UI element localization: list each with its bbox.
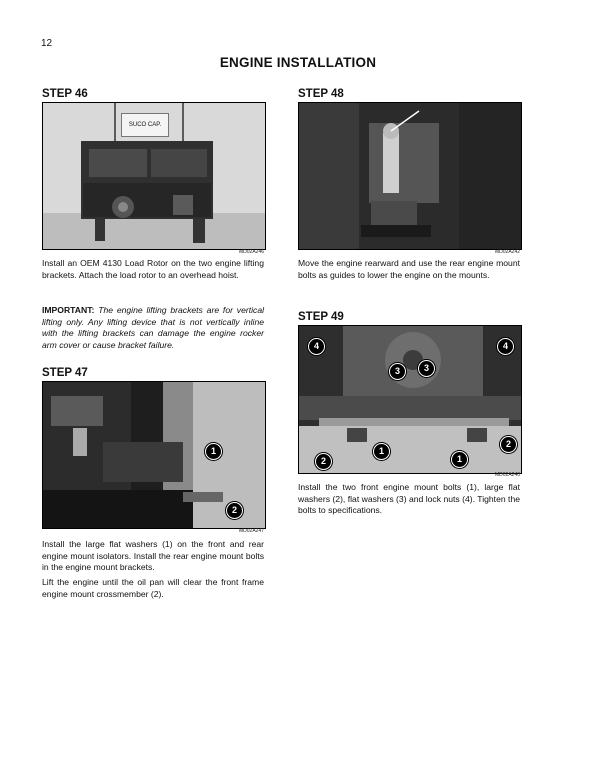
callout-4-right: 4 — [497, 338, 514, 355]
callout-4-left: 4 — [308, 338, 325, 355]
step-46-heading: STEP 46 — [42, 88, 88, 100]
page-number: 12 — [41, 38, 53, 49]
important-text: The engine lifting brackets are for vertical lifting only. Any lifting device that is not vertically inline with the lifting brackets can damage the engine rocker arm cover or cause bracket failure. — [42, 305, 265, 350]
callout-1-right: 1 — [451, 451, 468, 468]
step-49-heading: STEP 49 — [298, 311, 344, 323]
callout-2: 2 — [226, 502, 243, 519]
step-48-heading: STEP 48 — [298, 88, 344, 100]
step-47-image-code: MD02A247 — [238, 528, 264, 534]
page-title: ENGINE INSTALLATION — [219, 55, 377, 70]
step-47-text-1: Install the large flat washers (1) on the front and rear engine mount isolators. Install the rear engine mount bolts in the engine mount brackets. — [42, 539, 264, 573]
step-47-heading: STEP 47 — [42, 367, 88, 379]
step-48-text: Move the engine rearward and use the rear engine mount bolts as guides to lower the engine on the mounts. — [298, 258, 520, 280]
step-46-important — [42, 305, 264, 351]
step-49-text: Install the two front engine mount bolts (1), large flat washers (2), flat washers (3) and lock nuts (4). Tighten the bolts to specifications. — [298, 482, 520, 516]
step-47-photo — [42, 381, 266, 529]
callout-2-left: 2 — [315, 453, 332, 470]
callout-1: 1 — [205, 443, 222, 460]
step-46-image-code: MD02A246 — [238, 249, 264, 255]
step-46-photo — [42, 102, 266, 250]
callout-1-left: 1 — [373, 443, 390, 460]
callout-3-left: 3 — [389, 363, 406, 380]
callout-2-right: 2 — [500, 436, 517, 453]
load-rotor-sign: SUCO CAP. — [121, 113, 169, 137]
step-48-image-code: MD02A242 — [494, 249, 520, 255]
step-48-photo — [298, 102, 522, 250]
step-49-image-code: MD02A240 — [494, 472, 520, 478]
step-47-text-2: Lift the engine until the oil pan will clear the front frame engine mount crossmember (2). — [42, 577, 264, 599]
callout-3-right: 3 — [418, 360, 435, 377]
step-46-text: Install an OEM 4130 Load Rotor on the two engine lifting brackets. Attach the load rotor to an overhead hoist. — [42, 258, 264, 280]
important-label: IMPORTANT: — [42, 305, 95, 315]
step-49-photo — [298, 325, 522, 474]
